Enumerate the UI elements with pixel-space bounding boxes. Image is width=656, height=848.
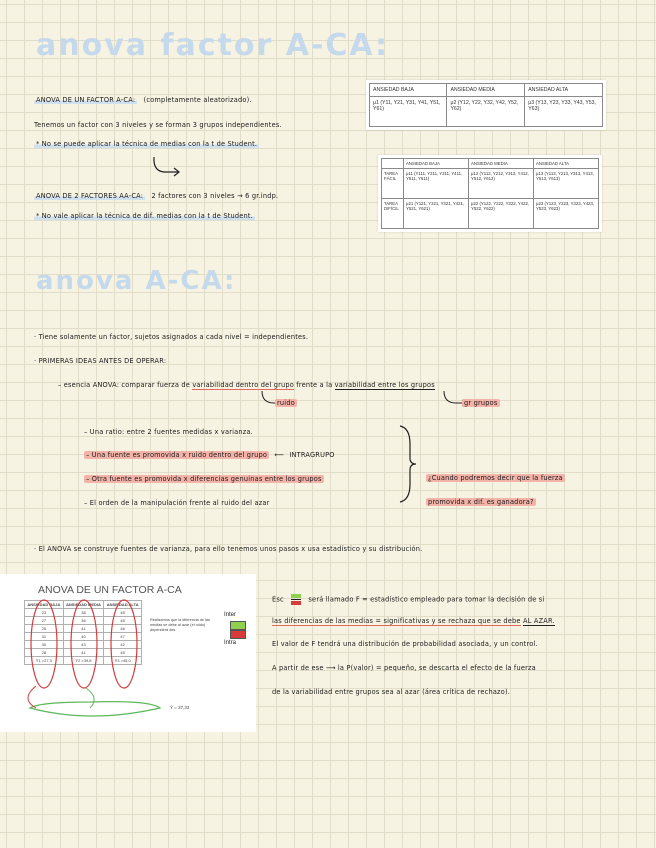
legend-intra-swatch: [230, 630, 246, 639]
intra-loop-2: [71, 600, 97, 688]
sub-bullet-2-text: – Una fuente es promovida x ruido dentro del grupo: [86, 451, 268, 459]
right-line-1-a: Esc: [272, 595, 284, 604]
section1-line3-text: * No vale aplicar la técnica de dif. medias con la t de Student.: [36, 212, 253, 220]
figure-cell: 45: [104, 649, 142, 657]
legend-intra-label: Intra: [224, 640, 237, 646]
table2-cell: μ11 (Y111, Y211, Y311, Y411, Y511, Y611): [404, 169, 469, 199]
sub-bullet-3-text: – Otra fuente es promovida x diferencias genuinas entre los grupos: [86, 475, 322, 483]
question-line2: [426, 498, 536, 506]
anova-figure: [0, 574, 256, 732]
figure-cell: 46: [104, 625, 142, 633]
table1-header: ANSIEDAD MEDIA: [447, 84, 525, 97]
brace-icon: [398, 424, 418, 504]
section1-line1: Tenemos un factor con 3 niveles y se forman 3 grupos independientes.: [34, 121, 282, 129]
right-line-5: de la variabilidad entre grupos sea al azar (área crítica de rechazo).: [272, 688, 511, 696]
question-line1: [426, 474, 565, 482]
table1-card: [366, 80, 606, 130]
bullet-4: · El ANOVA se construye fuentes de varianza, para ello tenemos unos pasos x usa estadístico y su distribución.: [34, 545, 423, 553]
section1-heading: ANOVA DE UN FACTOR A-CA:: [36, 96, 136, 104]
hook-arrow-icon: [150, 155, 184, 179]
intra-loop-3: [111, 600, 137, 688]
figure-note: Realizamos que la diferencia de las medias se debe al azar (el ruido) dependerá des: [150, 618, 210, 632]
legend-inter-label: Inter: [224, 612, 237, 618]
table2: [381, 158, 599, 229]
bullet-3: [58, 381, 435, 389]
section1-heading2-note: 2 factores con 3 niveles → 6 gr.indp.: [151, 192, 279, 200]
figure-cell: 38: [63, 609, 104, 617]
question-2: promovida x dif. es ganadora?: [428, 498, 534, 506]
figure-grand-mean: Ȳ = 37,33: [170, 705, 190, 710]
table2-row-label: TAREA FÁCIL: [382, 169, 404, 199]
figure-cell: 45: [104, 617, 142, 625]
table1-cell: μ1 (Y11, Y21, Y31, Y41, Y51, Y61): [370, 97, 447, 127]
right-line-1: [272, 594, 544, 605]
figure-cell: 28: [25, 649, 64, 657]
figure-cell: 40: [63, 633, 104, 641]
bullet-2: · PRIMERAS IDEAS ANTES DE OPERAR:: [34, 357, 167, 365]
table2-cell: μ22 (Y122, Y222, Y322, Y422, Y522, Y622): [469, 199, 534, 229]
right-line-2: [272, 617, 555, 625]
sub-bullet-4: – El orden de la manipulación frente al ruido del azar: [84, 499, 270, 507]
question-1: ¿Cuando podremos decir que la fuerza: [428, 474, 563, 482]
section1-line2-text: * No se puede aplicar la técnica de medias con la t de Student.: [36, 140, 258, 148]
sub-bullet-2-tag: INTRAGRUPO: [289, 451, 335, 459]
figure-title: ANOVA DE UN FACTOR A-CA: [38, 584, 182, 596]
figure-mean: Ȳ3 =45,0: [104, 657, 142, 665]
section1-line2: [34, 140, 259, 148]
tag-grupos: gr grupos: [464, 399, 498, 407]
right-line-2-b: AL AZAR.: [522, 617, 555, 625]
figure-cell: 36: [63, 617, 104, 625]
right-line-3: El valor de F tendrá una distribución de probabilidad asociada, y un control.: [272, 640, 538, 648]
table1-cell: μ2 (Y12, Y22, Y32, Y42, Y52, Y62): [447, 97, 525, 127]
section1-heading2-line: [34, 192, 278, 200]
table2-card: [378, 155, 602, 232]
section1-heading2: ANOVA DE 2 FACTORES AA-CA:: [36, 192, 144, 200]
bullet-3-within: variabilidad dentro del grupo: [192, 381, 294, 389]
table2-cell: μ23 (Y123, Y223, Y323, Y423, Y523, Y623): [534, 199, 599, 229]
main-title: anova factor A-CA:: [36, 28, 390, 63]
figure-cell: 45: [104, 609, 142, 617]
figure-cell: 27: [25, 617, 64, 625]
table2-header: ANSIEDAD BAJA: [404, 159, 469, 169]
figure-col-header: ANSIEDAD BAJA: [25, 601, 64, 609]
section1-heading-note: (completamente aleatorizado).: [143, 96, 252, 104]
table2-header: ANSIEDAD ALTA: [534, 159, 599, 169]
table2-cell: μ12 (Y112, Y212, Y312, Y412, Y512, Y612): [469, 169, 534, 199]
right-line-1-b: será llamado F = estadístico empleado para tomar la decisión de si: [308, 595, 545, 604]
fraction-icon: [291, 594, 301, 605]
right-line-2-a: las diferencias de las medias = significativas y se rechaza que se debe: [272, 617, 521, 625]
right-line-4: A partir de ese ⟶ la P(valor) = pequeño, se descarta el efecto de la fuerza: [272, 664, 536, 672]
figure-cell: 43: [63, 641, 104, 649]
table1-header: ANSIEDAD ALTA: [525, 84, 603, 97]
table1-header: ANSIEDAD BAJA: [370, 84, 447, 97]
figure-mean: Ȳ2 =39,8: [63, 657, 104, 665]
table2-cell: μ21 (Y121, Y221, Y321, Y421, Y521, Y621): [404, 199, 469, 229]
figure-col-header: ANSIEDAD MEDIA: [63, 601, 104, 609]
figure-mean: Ȳ1 =27,3: [25, 657, 64, 665]
tag-ruido: ruido: [277, 399, 295, 407]
section1-heading-line: [34, 96, 252, 104]
sub-bullet-1: – Una ratio: entre 2 fuentes medidas x varianza.: [84, 428, 253, 436]
figure-cell: 41: [63, 625, 104, 633]
bullet-3-between: variabilidad entre los grupos: [334, 381, 435, 389]
table1-cell: μ3 (Y13, Y23, Y33, Y43, Y53, Y63): [525, 97, 603, 127]
table1: [369, 83, 603, 127]
sub-bullet-3: [84, 475, 324, 483]
table2-header: ANSIEDAD MEDIA: [469, 159, 534, 169]
figure-cell: 30: [25, 641, 64, 649]
table2-row-label: TAREA DIFÍCIL: [382, 199, 404, 229]
figure-cell: 42: [104, 641, 142, 649]
table2-cell: μ13 (Y113, Y213, Y313, Y413, Y513, Y613): [534, 169, 599, 199]
table2-header: [382, 159, 404, 169]
inter-loop: [30, 702, 160, 716]
section2-title: anova A-CA:: [36, 266, 237, 296]
figure-annotations: [0, 574, 256, 732]
legend-inter-swatch: [230, 621, 246, 630]
bullet-1: · Tiene solamente un factor, sujetos asignados a cada nivel = independientes.: [34, 333, 309, 341]
bullet-3-prefix: – esencia ANOVA: comparar fuerza de: [58, 381, 191, 389]
bullet-3-mid: frente a la: [296, 381, 333, 389]
sub-bullet-2: [84, 451, 335, 459]
figure-cell: 47: [104, 633, 142, 641]
figure-cell: 23: [25, 609, 64, 617]
intra-loop-1: [31, 600, 57, 688]
figure-cell: 31: [25, 633, 64, 641]
figure-cell: 25: [25, 625, 64, 633]
section1-line3: [34, 212, 255, 220]
figure-col-header: ANSIEDAD ALTA: [104, 601, 142, 609]
long-arrow-icon: ⟵: [274, 451, 285, 459]
figure-cell: 41: [63, 649, 104, 657]
